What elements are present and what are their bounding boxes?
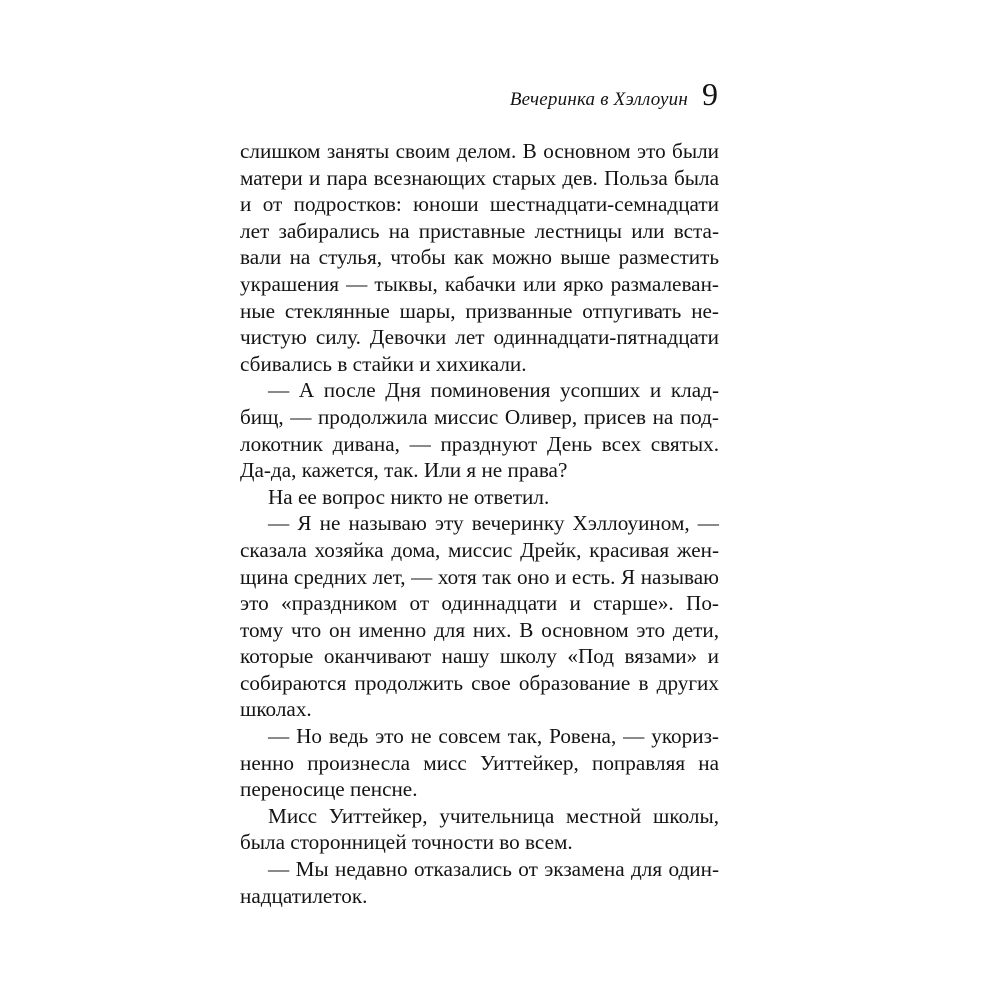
text-line: — А после Дня поминовения усопших и клад- xyxy=(268,378,719,403)
text-line: ненно произнесла мисс Уиттейкер, поправляя на xyxy=(240,750,719,775)
text-line: матери и пара всезнающих старых дев. Польза была xyxy=(240,165,719,190)
text-line: сказала хозяйка дома, миссис Дрейк, красивая жен- xyxy=(240,537,719,562)
body-text xyxy=(240,138,719,909)
text-line: На ее вопрос никто не ответил. xyxy=(268,484,550,509)
text-line: локотник дивана, — празднуют День всех святых. xyxy=(240,431,719,456)
text-line: щина средних лет, — хотя так оно и есть. Я называю xyxy=(240,564,719,589)
text-line: Да-да, кажется, так. Или я не права? xyxy=(240,458,568,483)
text-line: и от подростков: юноши шестнадцати-семнадцати xyxy=(240,192,719,217)
running-title: Вечеринка в Хэллоуин xyxy=(509,89,688,110)
text-line: Мисс Уиттейкер, учительница местной школы, xyxy=(268,803,719,828)
text-line: школах. xyxy=(240,697,312,722)
text-line: — Мы недавно отказались от экзамена для один- xyxy=(268,857,719,882)
text-line: тому что он именно для них. В основном это дети, xyxy=(240,617,719,642)
text-line: бищ, — продолжила миссис Оливер, присев на под- xyxy=(240,404,719,429)
text-line: украшения — тыквы, кабачки или ярко размалеван- xyxy=(240,271,719,296)
text-line: чистую силу. Девочки лет одиннадцати-пятнадцати xyxy=(240,325,719,350)
text-line: слишком заняты своим делом. В основном это были xyxy=(240,139,719,163)
text-line: вали на стулья, чтобы как можно выше разместить xyxy=(240,245,719,270)
text-line: это «праздником от одиннадцати и старше». По- xyxy=(240,591,719,616)
text-line: лет забирались на приставные лестницы или вста- xyxy=(240,218,719,243)
text-line: — Я не называю эту вечеринку Хэллоуином, — xyxy=(268,511,719,536)
text-line: собираются продолжить свое образование в других xyxy=(240,670,719,695)
text-line: — Но ведь это не совсем так, Ровена, — укориз- xyxy=(268,724,719,749)
text-line: сбивались в стайки и хихикали. xyxy=(240,351,527,376)
text-line: переносице пенсне. xyxy=(240,777,418,802)
text-line: была сторонницей точности во всем. xyxy=(240,830,573,855)
text-line: ные стеклянные шары, призванные отпугивать не- xyxy=(240,298,719,323)
page-number: 9 xyxy=(702,76,718,112)
running-head xyxy=(510,78,718,111)
text-line: надцатилеток. xyxy=(240,883,368,908)
text-line: которые оканчивают нашу школу «Под вязами» и xyxy=(240,644,719,669)
